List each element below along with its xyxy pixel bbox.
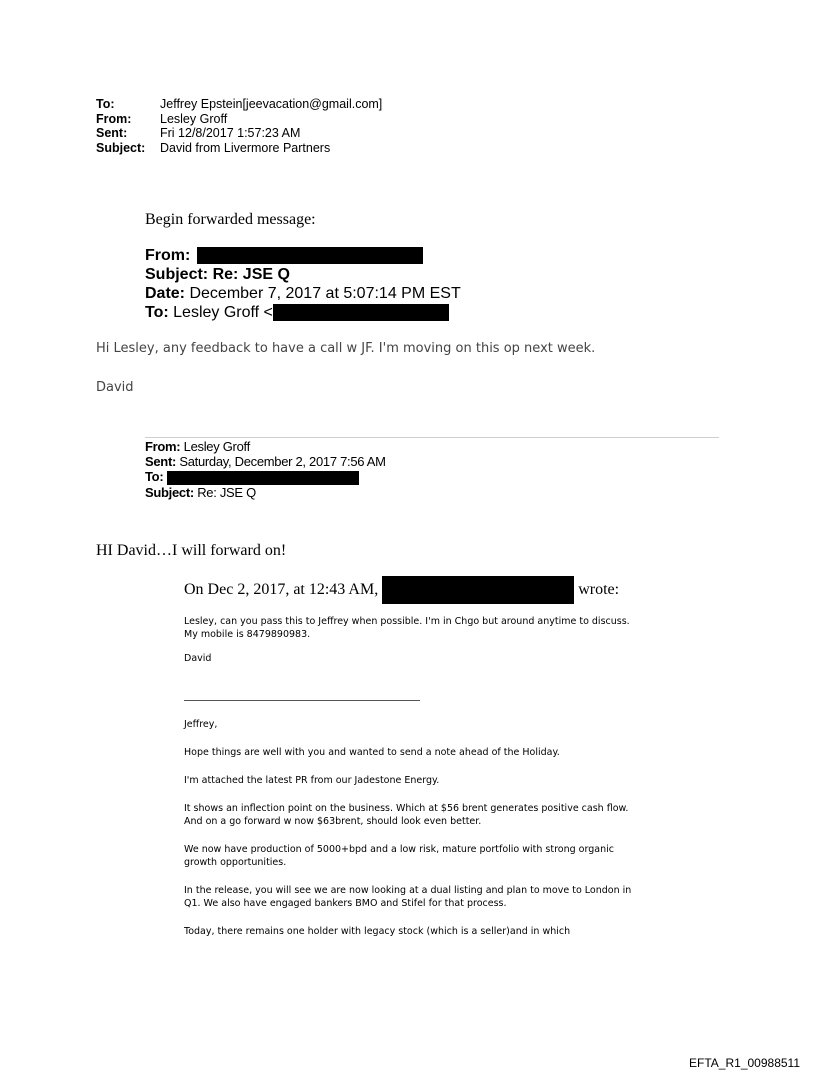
original-body bbox=[184, 615, 634, 665]
redaction-box bbox=[382, 576, 574, 604]
on-line-suffix: wrote: bbox=[578, 581, 620, 598]
letter-p2: Hope things are well with you and wanted to send a note ahead of the Holiday. bbox=[184, 747, 560, 758]
reply-body-text: Hi Lesley, any feedback to have a call w JF. I'm moving on this op next week. bbox=[96, 341, 596, 356]
redaction-box bbox=[273, 304, 449, 321]
fwd-to-row bbox=[145, 303, 461, 322]
quoted-to-label: To: bbox=[145, 469, 164, 484]
quoted-sent-value: Saturday, December 2, 2017 7:56 AM bbox=[179, 454, 386, 469]
fwd-subject-row bbox=[145, 265, 461, 284]
header-sent-row bbox=[96, 126, 382, 141]
quoted-subject-row bbox=[145, 485, 386, 500]
quoted-from-label: From: bbox=[145, 439, 181, 454]
subject-label: Subject: bbox=[96, 140, 146, 155]
fwd-date-value: December 7, 2017 at 5:07:14 PM EST bbox=[189, 285, 461, 302]
original-p1: Lesley, can you pass this to Jeffrey when possible. I'm in Chgo but around anytime to discuss. My mobile is 8479890983. bbox=[184, 616, 630, 640]
fwd-to-value: Lesley Groff < bbox=[173, 304, 273, 321]
letter-p7: Today, there remains one holder with legacy stock (which is a seller)and in which bbox=[184, 926, 571, 937]
from-label: From: bbox=[96, 111, 132, 126]
quoted-sent-row bbox=[145, 454, 386, 469]
email-header bbox=[96, 97, 382, 155]
fwd-subject-value: Re: JSE Q bbox=[212, 266, 290, 283]
letter-greeting: Jeffrey, bbox=[184, 719, 218, 730]
header-from-row bbox=[96, 112, 382, 127]
original-sig: David bbox=[184, 653, 212, 664]
quoted-header bbox=[145, 439, 386, 500]
document-id: EFTA_R1_00988511 bbox=[689, 1056, 800, 1070]
redaction-box bbox=[167, 471, 359, 485]
fwd-date-row bbox=[145, 284, 461, 303]
quoted-from-value: Lesley Groff bbox=[183, 439, 250, 454]
divider-line bbox=[145, 437, 719, 438]
fwd-subject-label: Subject: bbox=[145, 266, 209, 283]
fwd-from-row bbox=[145, 246, 461, 265]
quoted-to-row bbox=[145, 469, 386, 485]
letter-p5: We now have production of 5000+bpd and a low risk, mature portfolio with strong organic growth opportunities. bbox=[184, 844, 614, 868]
forward-intro: Begin forwarded message: bbox=[145, 211, 316, 228]
fwd-date-label: Date: bbox=[145, 285, 186, 302]
letter-p6: In the release, you will see we are now looking at a dual listing and plan to move to London in Q1. We also have engaged bankers BMO and Stifel for that process. bbox=[184, 885, 632, 909]
to-label: To: bbox=[96, 97, 115, 111]
original-letter bbox=[184, 718, 634, 938]
from-value: Lesley Groff bbox=[160, 111, 228, 126]
redaction-box bbox=[197, 247, 423, 264]
quoted-subject-value: Re: JSE Q bbox=[197, 484, 256, 500]
fwd-from-label: From: bbox=[145, 247, 191, 264]
header-to-row bbox=[96, 97, 382, 112]
header-subject-row bbox=[96, 141, 382, 156]
to-value: Jeffrey Epstein[jeevacation@gmail.com] bbox=[160, 97, 383, 111]
sent-value: Fri 12/8/2017 1:57:23 AM bbox=[160, 126, 301, 140]
subject-value: David from Livermore Partners bbox=[160, 140, 331, 155]
sent-label: Sent: bbox=[96, 126, 128, 140]
quoted-subject-label: Subject: bbox=[145, 484, 194, 500]
signature-underline bbox=[184, 700, 420, 701]
fwd-to-label: To: bbox=[145, 304, 169, 321]
on-line bbox=[184, 576, 619, 604]
quoted-from-row bbox=[145, 439, 386, 454]
letter-p3: I'm attached the latest PR from our Jadestone Energy. bbox=[184, 775, 440, 786]
letter-p4: It shows an inflection point on the business. Which at $56 brent generates positive cash flow. And on a go forward w now $63brent, should look even better. bbox=[184, 803, 629, 827]
reply-signature: David bbox=[96, 380, 134, 395]
on-line-prefix: On Dec 2, 2017, at 12:43 AM, bbox=[184, 581, 379, 598]
forwarded-header bbox=[145, 246, 461, 322]
groff-reply-text: HI David…I will forward on! bbox=[96, 542, 287, 559]
quoted-sent-label: Sent: bbox=[145, 454, 177, 469]
